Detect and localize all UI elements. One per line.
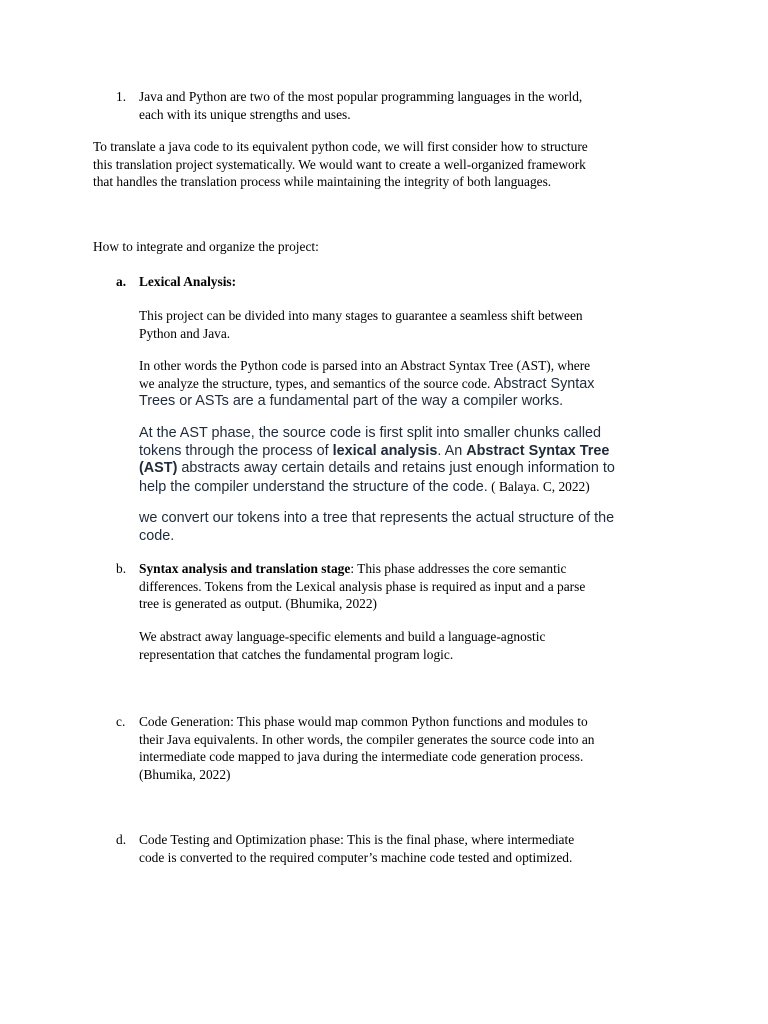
lexical-paragraph-3 bbox=[139, 425, 615, 496]
text-line: their Java equivalents. In other words, the compiler generates the source code into an bbox=[139, 731, 595, 747]
list-marker-c: c. bbox=[116, 714, 126, 729]
heading-text: Lexical Analysis: bbox=[139, 274, 237, 289]
code-generation-item bbox=[139, 713, 595, 783]
text-line: Java and Python are two of the most popular programming languages in the world, bbox=[139, 89, 583, 104]
text-line: we convert our tokens into a tree that represents the actual structure of the bbox=[139, 510, 615, 526]
text-run: : This phase addresses the core semantic bbox=[350, 561, 567, 576]
list-marker-d: d. bbox=[116, 832, 127, 847]
section-intro bbox=[93, 238, 319, 256]
intro-list-item bbox=[139, 88, 582, 123]
syntax-analysis-item bbox=[139, 560, 585, 613]
text-run: tokens through the process of bbox=[139, 442, 333, 459]
syntax-paragraph-2 bbox=[139, 628, 545, 663]
text-line: representation that catches the fundamental program logic. bbox=[139, 646, 454, 662]
text-line: Code Generation: This phase would map common Python functions and modules to bbox=[139, 714, 588, 729]
text-line: Python and Java. bbox=[139, 325, 231, 341]
text-line: intermediate code mapped to java during the intermediate code generation process. bbox=[139, 749, 584, 764]
text-line: differences. Tokens from the Lexical analysis phase is required as input and a parse bbox=[139, 578, 586, 594]
text-line: In other words the Python code is parsed into an Abstract Syntax Tree (AST), where bbox=[139, 358, 591, 373]
text-line: code. bbox=[139, 527, 175, 544]
lexical-paragraph-1 bbox=[139, 307, 583, 342]
text-line: At the AST phase, the source code is first split into smaller chunks called bbox=[139, 425, 602, 441]
text-run: . An bbox=[437, 442, 467, 459]
text-line: Code Testing and Optimization phase: This is the final phase, where intermediate bbox=[139, 832, 575, 847]
list-marker-a: a. bbox=[116, 274, 127, 289]
heading-text: Syntax analysis and translation stage bbox=[139, 561, 351, 576]
text-line: tree is generated as output. (Bhumika, 2022) bbox=[139, 596, 377, 611]
code-testing-item bbox=[139, 831, 574, 866]
text-line: This project can be divided into many stages to guarantee a seamless shift between bbox=[139, 308, 583, 323]
text-line: each with its unique strengths and uses. bbox=[139, 106, 351, 122]
lexical-paragraph-4 bbox=[139, 510, 614, 545]
list-marker-1: 1. bbox=[116, 89, 127, 104]
bold-term: (AST) bbox=[139, 460, 178, 476]
text-line: We abstract away language-specific elements and build a language-agnostic bbox=[139, 629, 546, 644]
text-line: code is converted to the required computer’s machine code tested and optimized. bbox=[139, 849, 573, 865]
text-line: (Bhumika, 2022) bbox=[139, 766, 231, 782]
bold-term: Abstract Syntax Tree bbox=[466, 442, 610, 459]
text-run: help the compiler understand the structure of the code. bbox=[139, 478, 488, 495]
text-line: this translation project systematically. We would want to create a well-organized framework bbox=[93, 156, 586, 172]
citation: ( Balaya. C, 2022) bbox=[487, 478, 590, 494]
text-line: How to integrate and organize the project: bbox=[93, 239, 319, 254]
list-marker-b: b. bbox=[116, 561, 127, 576]
text-line: Trees or ASTs are a fundamental part of the way a compiler works. bbox=[139, 393, 564, 409]
text-run: abstracts away certain details and retains just enough information to bbox=[177, 460, 615, 476]
text-line: To translate a java code to its equivalent python code, we will first consider how to structure bbox=[93, 139, 588, 154]
text-line: that handles the translation process while maintaining the integrity of both languages. bbox=[93, 174, 552, 189]
bold-term: lexical analysis bbox=[332, 442, 438, 459]
text-line: we analyze the structure, types, and semantics of the source code. bbox=[139, 375, 494, 391]
lexical-analysis-heading bbox=[139, 273, 236, 291]
intro-paragraph bbox=[93, 138, 588, 191]
text-line: Abstract Syntax bbox=[493, 375, 595, 392]
lexical-paragraph-2 bbox=[139, 357, 595, 411]
